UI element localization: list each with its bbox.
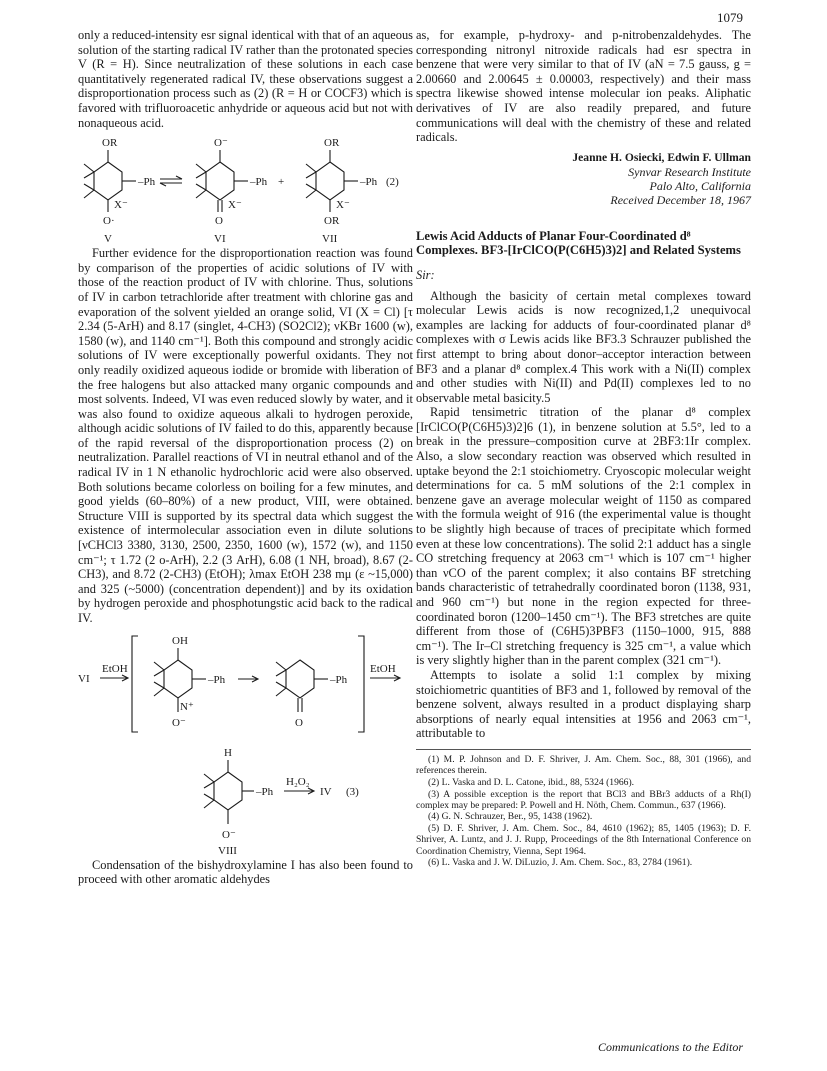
- ring-vi: [206, 162, 234, 200]
- left-paragraph-2: Further evidence for the disproportionation reaction was found by comparison of the properties of acidic solutions of IV with those of the reaction product of IV with chlorine. Thus, solutions of IV in carbon tetrachloride after treatment with chlorine gas and evaporation of the solvent yielded an orange solid, VI (X = Cl) [τ 2.34 (5-ArH) and 8.17 (singlet, 4-CH3) (SO2Cl2); νKBr 1600 (w), 1580 (w), and 1140 cm⁻¹]. Both this compound and strongly acidic solutions of IV were exceptionally powerful oxidants. They not only readily oxidized aqueous iodide or bromide with liberation of the free halogens but also attacked many organic compounds and most solvents. Indeed, VI was even reduced slowly by water, and it was also found to oxidize aqueous alkali to hydrogen peroxide, although acidic solutions of IV failed to do this, apparently because of the rapid reversal of the disproportionation process (2) on neutralization. Parallel reactions of VI in neutral ethanol and of the radical IV in 1 N ethanolic hydrochloric acid were also observed. Both solutions became colorless on boiling for a few minutes, and good yields (60–80%) of a new product, VIII, were obtained. Structure VIII is supported by its spectral data which suggest the existence of intermolecular association even in dilute solutions [νCHCl3 3380, 3130, 2500, 2350, 1600 (w), 1572 (w), and 1150 cm⁻¹; τ 1.72 (2 o-ArH), 2.2 (3 ArH), 6.08 (1 NH, broad), 8.67 (2-CH3), and 8.72 (2-CH3) (EtOH); λmax EtOH 238 mμ (ε ~15,000) and 325 (~5000) (concentration dependent)] and by its oxidation by hydrogen peroxide and phosphotungstic acid back to the radical IV.: [78, 246, 413, 625]
- scheme-2-top-label-vi: O⁻: [214, 137, 228, 150]
- scheme-2-ph-vi: –Ph: [250, 176, 268, 189]
- page-number: 1079: [717, 10, 743, 25]
- left-column: [78, 28, 413, 887]
- author-institute: Synvar Research Institute: [628, 164, 751, 179]
- scheme-2-bottom-label-vi: O: [215, 215, 223, 228]
- scheme-3-nplus: N⁺: [180, 700, 194, 713]
- scheme-3-o: O: [295, 716, 303, 729]
- reference-5: (5) D. F. Shriver, J. Am. Chem. Soc., 84, 4610 (1962); 85, 1405 (1963); D. F. Shriver, A. Luntz, and J. J. Rupp, Proceedings of the 8th International Conference on Coordination Chemistry, Vienna, Sept 1964.: [416, 823, 751, 857]
- reference-4: (4) G. N. Schrauzer, Ber., 95, 1438 (1962).: [428, 811, 593, 823]
- right-paragraph-1: as, for example, p-hydroxy- and p-nitrobenzaldehydes. The corresponding nitronyl nitroxide radicals had esr spectra in benzene that were very similar to that of IV (aN = 7.5 gauss, g = 2.00660 and 2.00645 ± 0.00003, respectively) and their mass spectra likewise showed intense molecular ion peaks. Aliphatic derivatives of IV are also readily prepared, and future communications will deal with the chemistry of these and related radicals.: [416, 28, 751, 145]
- right-column: [416, 28, 751, 869]
- salutation: Sir:: [416, 267, 435, 282]
- scheme-3-ominus: O⁻: [172, 716, 186, 729]
- scheme-2-eq-number: (2): [386, 176, 399, 189]
- scheme-3-h2o2: H₂O₂: [286, 775, 310, 788]
- scheme-2-bottom-label-vii: OR: [324, 215, 340, 228]
- scheme-2-plus: +: [278, 176, 285, 189]
- author-signature: [416, 151, 751, 207]
- right-paragraph-2: Although the basicity of certain metal complexes toward molecular Lewis acids is now recognized,1,2 unequivocal examples are lacking for adducts of four-coordinated planar d⁸ complexes with σ Lewis acids like BF3.3 Schrauzer published the first attempt to bring about donor–acceptor interaction between BF3 and a planar d⁸ complex.4 This work with a Ni(II) complex and other studies with Ni(II) and Pd(II) complexes led to no observable metal basicity.5: [416, 288, 751, 405]
- author-city: Palo Alto, California: [649, 178, 751, 193]
- scheme-2-bottom-label-v: O·: [103, 215, 115, 228]
- reference-1: (1) M. P. Johnson and D. F. Shriver, J. Am. Chem. Soc., 88, 301 (1966), and references therein.: [416, 753, 751, 777]
- scheme-2-ph-vii: –Ph: [360, 176, 378, 189]
- reference-3: (3) A possible exception is the report that BCl3 and BBr3 adducts of a Rh(I) complex may be prepared: P. Powell and H. Nöth, Chem. Commun., 637 (1966).: [416, 788, 751, 811]
- ring-v: [94, 162, 122, 200]
- scheme-3-ominus-viii: O⁻: [222, 828, 236, 841]
- scheme-3-h: H: [224, 746, 232, 759]
- right-paragraph-3: Rapid tensimetric titration of the planar d⁸ complex [IrClCO(P(C6H5)3)2]6 (1), in benzene solution at 5.5°, led to a break in the pressure–composition curve at 2BF3:1Ir complex. Also, a slow secondary reaction was observed which resulted in uptake beyond the 2:1 stoichiometry. Cryoscopic molecular weight determinations for ca. 5 mM solutions of the 2:1 complex in benzene gave an average molecular weight of 1150 as compared with the formula weight of 916 (the experimental value is thought to be slightly high because of traces of precipitate which formed even at these low concentrations). The solid 2:1 adduct has a single CO stretching frequency at 2063 cm⁻¹ which is 107 cm⁻¹ higher than νCO of the parent complex; it also contains BF stretching bands characteristic of tetrahedrally coordinated boron (1138, 931, and 960 cm⁻¹) but none in the region expected for three-coordinated boron (1200–1450 cm⁻¹). The BF3 stretches are quite different from those of (C6H5)3PBF3 (1150–1000, 915, 888 cm⁻¹). The Ir–Cl stretching frequency is 325 cm⁻¹, a value which is very slightly higher than in the parent complex (321 cm⁻¹).: [416, 405, 751, 668]
- scheme-2-counterion-v: X⁻: [114, 199, 128, 212]
- scheme-3-ph-2: –Ph: [330, 673, 348, 686]
- ring-vii: [316, 162, 344, 200]
- left-paragraph-3: Condensation of the bishydroxylamine I has also been found to proceed with other aromatic aldehydes: [78, 857, 413, 887]
- scheme-3-eq-number: (3): [346, 785, 359, 798]
- compound-label-vi: VI: [214, 233, 226, 246]
- received-date: Received December 18, 1967: [610, 192, 751, 207]
- article-title: Lewis Acid Adducts of Planar Four-Coordinated d⁸ Complexes. BF3-[IrClCO(P(C6H5)3)2] and Related Systems: [416, 228, 741, 258]
- scheme-3-iv: IV: [320, 785, 332, 798]
- scheme-3: [78, 632, 413, 858]
- reference-2: (2) L. Vaska and D. L. Catone, ibid., 88, 5324 (1966).: [428, 776, 635, 788]
- compound-label-vii: VII: [322, 233, 338, 246]
- left-paragraph-1: only a reduced-intensity esr signal identical with that of an aqueous solution of the starting radical IV rather than the protonated species V (R = H). Since neutralization of these solutions in each case quantitatively regenerated radical IV, these observations suggest a disproportionation process such as (2) (R = H or COCF3) which is favored with trifluoroacetic anhydride or aqueous acid but not with nonaqueous acid.: [78, 28, 413, 130]
- journal-section-footer: Communications to the Editor: [598, 1040, 743, 1054]
- reference-6: (6) L. Vaska and J. W. DiLuzio, J. Am. Chem. Soc., 83, 2784 (1961).: [428, 857, 693, 869]
- references: [416, 749, 751, 869]
- compound-label-v: V: [104, 233, 112, 246]
- scheme-2-top-label-v: OR: [102, 137, 118, 150]
- scheme-3-etoh-right: EtOH: [370, 662, 396, 675]
- scheme-2-top-label-vii: OR: [324, 137, 340, 150]
- scheme-2-ph-v: –Ph: [138, 176, 156, 189]
- scheme-3-etoh-left: EtOH: [102, 662, 128, 675]
- scheme-2: [78, 134, 413, 246]
- scheme-2-counterion-vi: X⁻: [228, 199, 242, 212]
- right-paragraph-4: Attempts to isolate a solid 1:1 complex by mixing stoichiometric quantities of BF3 and 1, followed by removal of the benzene solvent, always resulted in a product displaying sharp absorptions of nearly equal intensities at 1956 and 2063 cm⁻¹, attributable to: [416, 667, 751, 741]
- scheme-3-drawing: [78, 632, 413, 858]
- compound-label-viii: VIII: [218, 844, 237, 857]
- scheme-2-drawing: [78, 134, 413, 246]
- scheme-2-counterion-vii: X⁻: [336, 199, 350, 212]
- scheme-3-oh: OH: [172, 634, 188, 647]
- scheme-3-ph-1: –Ph: [208, 673, 226, 686]
- scheme-3-vi: VI: [78, 672, 90, 685]
- author-names: Jeanne H. Osiecki, Edwin F. Ullman: [572, 150, 751, 164]
- scheme-3-ph-3: –Ph: [256, 785, 274, 798]
